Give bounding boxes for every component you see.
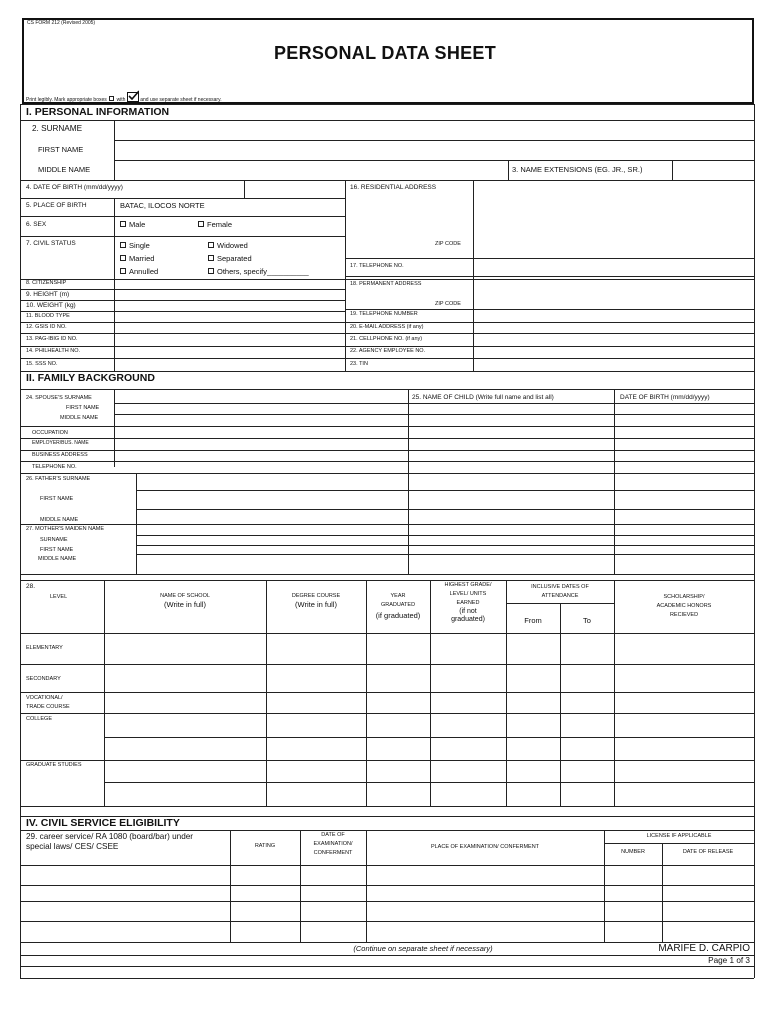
date-exam-line3: CONFERMENT [313,849,353,856]
civil-married-label: Married [129,254,155,263]
cellphone-label: 21. CELLPHONE NO. (if any) [350,336,423,342]
zip-code-label: ZIP CODE [435,241,461,247]
instructions [26,91,222,104]
weight-label: 10. WEIGHT (kg) [26,302,76,309]
elementary-label: ELEMENTARY [26,645,63,651]
highest-header-line4: (if not [459,607,477,615]
year-header-line1: YEAR [390,593,406,599]
education-item-no: 28. [26,583,36,590]
page-number: Page 1 of 3 [708,956,750,965]
license-number-header: NUMBER [621,849,645,855]
blood-type-label: 11. BLOOD TYPE [26,313,70,319]
college-label: COLLEGE [26,716,52,722]
year-graduated-header [366,593,430,620]
license-date-header: DATE OF RELEASE [682,849,734,855]
spouse-telephone-label: TELEPHONE NO. [32,464,77,470]
to-header: To [583,616,591,625]
page-title: PERSONAL DATA SHEET [273,43,497,63]
civil-annulled-label: Annulled [129,267,159,276]
civil-status-label: 7. CIVIL STATUS [26,240,76,247]
civil-widowed-label: Widowed [217,241,248,250]
checkbox-icon[interactable] [120,255,126,261]
signature-name: MARIFE D. CARPIO [658,943,750,954]
continue-note: (Continue on separate sheet if necessary) [353,944,493,953]
checkbox-icon[interactable] [120,221,126,227]
scholarship-header-line2: ACADEMIC HONORS [656,602,712,609]
checkbox-icon[interactable] [198,221,204,227]
civil-separated-label: Separated [217,254,252,263]
degree-header-line1: DEGREE COURSE [291,593,341,599]
name-extension-label: 3. NAME EXTENSIONS (EG. JR., SR.) [512,165,643,174]
school-header-line2: (Write in full) [164,599,206,609]
section-4-heading: IV. CIVIL SERVICE ELIGIBILITY [26,817,180,829]
degree-header [266,593,366,609]
instruction-with: with [116,97,126,103]
attendance-header-line2: ATTENDANCE [541,592,579,599]
civil-married-option[interactable] [120,255,154,263]
spouse-middle-name-label: MIDDLE NAME [60,415,99,421]
school-header [104,593,266,609]
sex-female-label: Female [207,220,233,229]
career-service-line1: 29. career service/ RA 1080 (board/bar) under [26,832,194,841]
year-header-line2: GRADUATED [380,601,416,608]
civil-others-option[interactable] [208,268,309,276]
checkbox-icon [109,96,114,101]
graduate-studies-label: GRADUATE STUDIES [26,762,82,768]
career-service-line2: special laws/ CES/ CSEE [26,842,119,852]
checkbox-icon[interactable] [208,268,214,274]
attendance-header-line1: INCLUSIVE DATES OF [531,584,589,590]
vocational-label-line1: VOCATIONAL/ [26,695,63,701]
business-address-label: BUSINESS ADDRESS [32,452,88,458]
telephone-label: 17. TELEPHONE NO. [350,263,404,269]
pagibig-label: 13. PAG-IBIG ID NO. [26,336,78,342]
spouse-surname-label: 24. SPOUSE'S SURNAME [26,395,92,401]
sex-male-option[interactable] [120,221,145,229]
school-header-line1: NAME OF SCHOOL [160,593,210,599]
highest-header-line2: LEVEL/ UNITS [449,590,487,597]
philhealth-label: 14. PHILHEALTH NO. [26,348,80,354]
height-label: 9. HEIGHT (m) [26,291,70,298]
permanent-address-label: 18. PERMANENT ADDRESS [350,281,422,287]
child-name-header: 25. NAME OF CHILD (Write full name and list all) [412,394,554,401]
mother-maiden-label: 27. MOTHER'S MAIDEN NAME [26,526,105,532]
spouse-first-name-label: FIRST NAME [66,405,100,411]
instruction-post: and use separate sheet if necessary. [140,97,222,103]
level-header: LEVEL [50,594,68,600]
mother-surname-label: SURNAME [40,537,68,543]
sex-male-label: Male [129,220,146,229]
telephone-number-label: 19. TELEPHONE NUMBER [350,311,418,317]
license-header: LICENSE IF APPLICABLE [646,833,712,839]
gsis-label: 12. GSIS ID NO. [26,324,67,330]
career-service-header [26,832,193,851]
tin-label: 23. TIN [350,361,368,367]
vocational-label-line2: TRADE COURSE [26,704,70,711]
child-dob-header: DATE OF BIRTH (mm/dd/yyyy) [620,394,710,401]
civil-widowed-option[interactable] [208,242,248,250]
father-middle-name-label: MIDDLE NAME [40,517,79,523]
first-name-label: FIRST NAME [38,145,84,154]
date-exam-header [300,832,366,857]
highest-grade-header [430,582,506,625]
mother-middle-name-label: MIDDLE NAME [38,556,77,562]
agency-employee-label: 22. AGENCY EMPLOYEE NO. [350,348,426,354]
employer-label: EMPLOYER/BUS. NAME [32,440,89,446]
dob-label: 4. DATE OF BIRTH (mm/dd/yyyy) [26,184,123,191]
form-code: CS FORM 212 (Revised 2005) [27,20,96,26]
date-exam-line2: EXAMINATION/ [313,840,353,847]
occupation-label: OCCUPATION [32,430,68,436]
scholarship-header [614,594,754,619]
instruction-pre: Print legibly. Mark appropriate boxes [26,97,107,103]
scholarship-header-line3: RECIEVED [669,611,699,618]
highest-header-line5: graduated) [451,616,485,624]
mother-first-name-label: FIRST NAME [40,547,74,553]
highest-header-line1: HIGHEST GRADE/ [444,582,492,588]
checkbox-icon[interactable] [208,255,214,261]
middle-name-label: MIDDLE NAME [38,165,91,174]
date-exam-line1: DATE OF [321,832,345,838]
checkbox-icon[interactable] [208,242,214,248]
civil-separated-option[interactable] [208,255,252,263]
civil-single-label: Single [129,241,150,250]
scholarship-header-line1: SCHOLARSHIP/ [663,594,705,600]
vocational-label [26,695,70,710]
civil-single-option[interactable] [120,242,150,250]
degree-header-line2: (Write in full) [295,599,337,609]
place-exam-header: PLACE OF EXAMINATION/ CONFERMENT [430,844,540,850]
section-2-heading: II. FAMILY BACKGROUND [26,372,155,384]
pob-value: BATAC, ILOCOS NORTE [120,201,205,210]
checkmark-icon [127,92,139,102]
rating-header: RATING [254,843,276,849]
sex-label: 6. SEX [26,221,47,228]
year-header-line3: (if graduated) [375,610,421,620]
from-header: From [524,616,542,625]
outer-right-border [754,104,755,978]
sex-female-option[interactable] [198,221,232,229]
surname-label: 2. SURNAME [32,124,83,133]
checkbox-icon[interactable] [120,242,126,248]
secondary-label: SECONDARY [26,676,61,682]
sss-label: 15. SSS NO. [26,361,58,367]
checkbox-icon[interactable] [120,268,126,274]
father-surname-label: 26. FATHER'S SURNAME [26,476,91,482]
civil-annulled-option[interactable] [120,268,158,276]
pob-label: 5. PLACE OF BIRTH [26,202,87,209]
zip-code-2-label: ZIP CODE [435,301,461,307]
residential-address-label: 16. RESIDENTIAL ADDRESS [350,184,437,191]
attendance-header [506,584,614,600]
highest-header-line3: EARNED [456,599,480,606]
father-first-name-label: FIRST NAME [40,496,74,502]
email-label: 20. E-MAIL ADDRESS (if any) [350,324,424,330]
civil-others-label: Others, specify__________ [217,267,309,276]
citizenship-label: 8. CITIZENSHIP [26,280,67,286]
section-1-heading: I. PERSONAL INFORMATION [26,106,170,118]
